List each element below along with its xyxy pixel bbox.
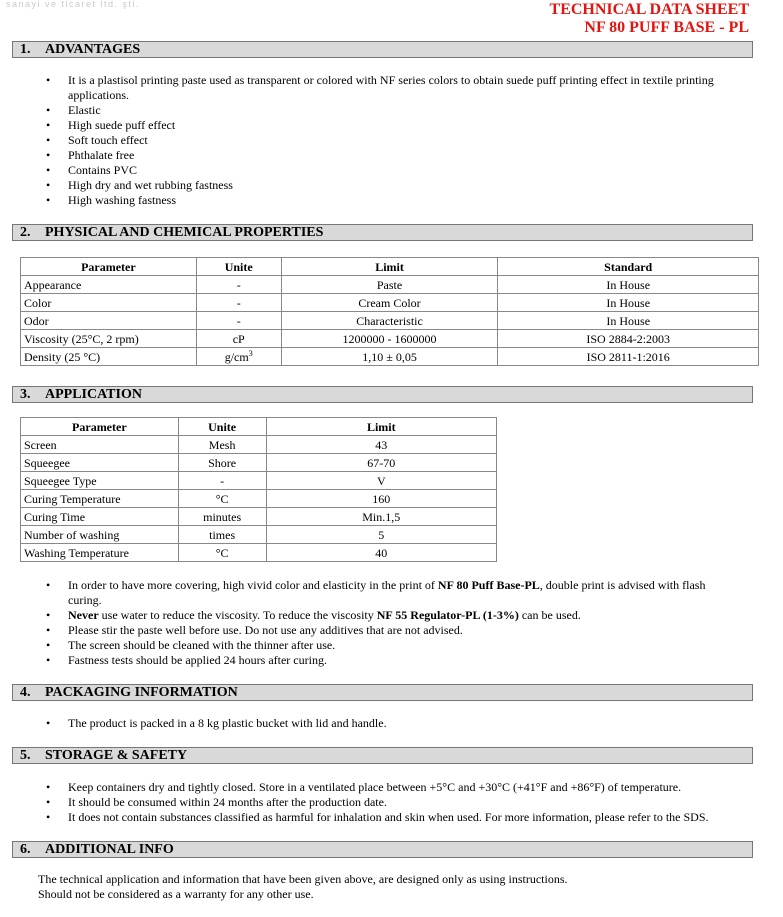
table-cell: Squeegee Type (21, 472, 179, 490)
table-cell: cP (196, 330, 281, 348)
table-cell: minutes (178, 508, 266, 526)
section-header-advantages (12, 41, 753, 58)
list-item: • It does not contain substances classified as harmful for inhalation and skin when used. For more information, please refer to the SDS. (46, 810, 756, 825)
storage-list (46, 780, 756, 825)
table-cell: 1200000 - 1600000 (281, 330, 498, 348)
table-cell (196, 348, 281, 366)
section-title: PHYSICAL AND CHEMICAL PROPERTIES (45, 225, 324, 240)
disclaimer-text (38, 872, 738, 902)
table-cell: ISO 2884-2:2003 (498, 330, 759, 348)
document-title: TECHNICAL DATA SHEET (549, 1, 749, 18)
table-cell: Viscosity (25°C, 2 rpm) (21, 330, 197, 348)
column-header: Limit (266, 418, 496, 436)
disclaimer-line: The technical application and information that have been given above, are designed only as using instructions. (38, 872, 568, 886)
table-cell: times (178, 526, 266, 544)
section-number: 4. (20, 685, 31, 700)
column-header: Standard (498, 258, 759, 276)
application-notes-list (46, 578, 746, 668)
unit-text: g/cm (224, 349, 249, 364)
table-cell: Cream Color (281, 294, 498, 312)
section-title: PACKAGING INFORMATION (45, 685, 238, 700)
list-item: • Keep containers dry and tightly closed. Store in a ventilated place between +5°C and +30°C (+41°F and +86°F) of temperature. (46, 780, 756, 795)
table-header-row (21, 418, 497, 436)
table-cell: Curing Temperature (21, 490, 179, 508)
table-cell: Curing Time (21, 508, 179, 526)
table-row (21, 276, 759, 294)
table-cell: Mesh (178, 436, 266, 454)
section-title: STORAGE & SAFETY (45, 748, 188, 763)
list-item: • Elastic (46, 103, 746, 118)
advantages-list (46, 73, 746, 208)
table-cell: °C (178, 490, 266, 508)
table-cell: V (266, 472, 496, 490)
table-cell: 160 (266, 490, 496, 508)
table-cell: Color (21, 294, 197, 312)
table-cell: Characteristic (281, 312, 498, 330)
column-header: Unite (178, 418, 266, 436)
table-cell: ISO 2811-1:2016 (498, 348, 759, 366)
table-cell: Min.1,5 (266, 508, 496, 526)
packaging-list (46, 716, 746, 731)
table-cell: - (196, 276, 281, 294)
section-number: 5. (20, 748, 31, 763)
unit-superscript: 3 (248, 348, 253, 358)
list-item: • Please stir the paste well before use. Do not use any additives that are not advised. (46, 623, 746, 638)
table-cell: Screen (21, 436, 179, 454)
table-cell: In House (498, 312, 759, 330)
table-row (21, 472, 497, 490)
column-header: Parameter (21, 418, 179, 436)
table-cell: °C (178, 544, 266, 562)
list-item: • Phthalate free (46, 148, 746, 163)
section-header-physical (12, 224, 753, 241)
list-item: • Fastness tests should be applied 24 hours after curing. (46, 653, 746, 668)
list-item: • High dry and wet rubbing fastness (46, 178, 746, 193)
table-row (21, 454, 497, 472)
column-header: Parameter (21, 258, 197, 276)
section-title: ADVANTAGES (45, 42, 141, 57)
section-number: 1. (20, 42, 31, 57)
column-header: Limit (281, 258, 498, 276)
section-header-packaging (12, 684, 753, 701)
list-item: • Soft touch effect (46, 133, 746, 148)
table-cell: Paste (281, 276, 498, 294)
table-cell: 5 (266, 526, 496, 544)
table-cell: 43 (266, 436, 496, 454)
application-table (20, 417, 497, 562)
table-row (21, 490, 497, 508)
table-cell: 40 (266, 544, 496, 562)
table-cell: - (178, 472, 266, 490)
list-item: • The product is packed in a 8 kg plastic bucket with lid and handle. (46, 716, 746, 731)
column-header: Unite (196, 258, 281, 276)
section-title: APPLICATION (45, 387, 142, 402)
table-cell: Shore (178, 454, 266, 472)
list-item: • In order to have more covering, high vivid color and elasticity in the print of NF 80 Puff Base-PL, double print is advised with flash curing. (46, 578, 746, 608)
list-item: • Contains PVC (46, 163, 746, 178)
list-item: • High washing fastness (46, 193, 746, 208)
table-row (21, 526, 497, 544)
section-header-additional (12, 841, 753, 858)
list-item: • It is a plastisol printing paste used as transparent or colored with NF series colors to obtain suede puff printing effect in textile printing applications. (46, 73, 746, 103)
table-cell: 1,10 ± 0,05 (281, 348, 498, 366)
table-cell: Appearance (21, 276, 197, 294)
table-row (21, 508, 497, 526)
section-header-storage (12, 747, 753, 764)
section-number: 3. (20, 387, 31, 402)
table-header-row (21, 258, 759, 276)
company-watermark: sanayi ve ticaret ltd. şti. (6, 0, 141, 9)
physical-properties-table (20, 257, 759, 366)
table-cell: In House (498, 276, 759, 294)
table-cell: Squeegee (21, 454, 179, 472)
table-cell: 67-70 (266, 454, 496, 472)
product-name: NF 80 PUFF BASE - PL (584, 19, 749, 36)
disclaimer-line: Should not be considered as a warranty for any other use. (38, 887, 314, 901)
table-row (21, 436, 497, 454)
table-row (21, 330, 759, 348)
table-cell: Odor (21, 312, 197, 330)
section-header-application (12, 386, 753, 403)
table-cell: In House (498, 294, 759, 312)
table-cell: Number of washing (21, 526, 179, 544)
list-item: • The screen should be cleaned with the thinner after use. (46, 638, 746, 653)
table-cell: - (196, 294, 281, 312)
table-row (21, 544, 497, 562)
section-title: ADDITIONAL INFO (45, 842, 174, 857)
list-item: • It should be consumed within 24 months after the production date. (46, 795, 756, 810)
table-cell: Density (25 °C) (21, 348, 197, 366)
table-row (21, 294, 759, 312)
table-row (21, 312, 759, 330)
table-row (21, 348, 759, 366)
list-item: • Never use water to reduce the viscosity. To reduce the viscosity NF 55 Regulator-PL (1-3%) can be used. (46, 608, 746, 623)
section-number: 2. (20, 225, 31, 240)
section-number: 6. (20, 842, 31, 857)
list-item: • High suede puff effect (46, 118, 746, 133)
table-cell: Washing Temperature (21, 544, 179, 562)
table-cell: - (196, 312, 281, 330)
